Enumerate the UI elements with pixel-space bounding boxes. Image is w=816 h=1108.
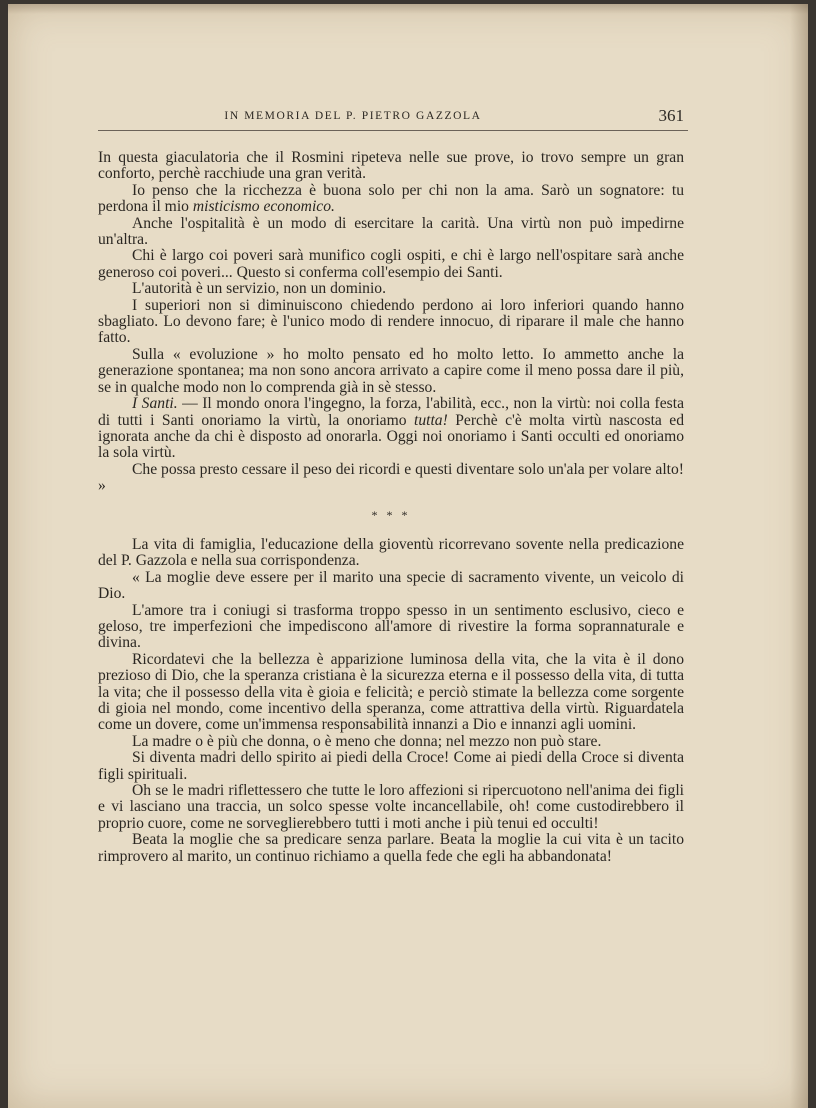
running-head <box>98 104 688 131</box>
paragraph: « La moglie deve essere per il marito una specie di sacramento vivente, un veicolo di Dio. <box>98 568 684 603</box>
italic-run: I Santi. <box>132 395 178 413</box>
paragraph: Anche l'ospitalità è un modo di esercitare la carità. Una virtù non può impedirne un'altra. <box>98 214 684 249</box>
paragraph: Che possa presto cessare il peso dei ricordi e questi diventare solo un'ala per volare alto! » <box>98 460 684 495</box>
paragraph <box>98 396 684 462</box>
book-page <box>8 4 808 1108</box>
italic-run: tutta! <box>413 411 448 429</box>
text-run: Perchè c'è molta virtù nascosta ed ignorata anche da chi è disposto ad onorarla. Oggi noi onoriamo i Santi occulti ed onoriamo la sola virtù. <box>98 411 684 462</box>
page-top-shadow <box>8 4 808 14</box>
running-title: IN MEMORIA DEL P. PIETRO GAZZOLA <box>224 110 482 122</box>
italic-run: misticismo economico. <box>192 198 335 216</box>
paragraph: Chi è largo coi poveri sarà munifico cogli ospiti, e chi è largo nell'ospitare sarà anche generoso coi poveri... Questo si conferma coll'esempio dei Santi. <box>98 247 684 281</box>
paragraph: La vita di famiglia, l'educazione della gioventù ricorrevano sovente nella predicazione del P. Gazzola e nella sua corrispondenza. <box>98 535 684 570</box>
paragraph: Oh se le madri riflettessero che tutte le loro affezioni si ripercuotono nell'anima dei figli e vi lasciano una traccia, un solco spesse volte incancellabile, oh! come custodirebbero il proprio cuore, come ne sorveglierebbero tutti i moti anche i più tenui ed occulti! <box>98 782 684 832</box>
paragraph: Beata la moglie che sa predicare senza parlare. Beata la moglie la cui vita è un tacito rimprovero al marito, un continuo richiamo a quella fede che egli ha abbandonata! <box>98 831 684 865</box>
page-number: 361 <box>658 106 684 125</box>
paragraph: Si diventa madri dello spirito ai piedi della Croce! Come ai piedi della Croce si diventa figli spirituali. <box>98 749 684 783</box>
text-run: Io penso che la ricchezza è buona solo per chi non la ama. Sarò un sognatore: tu perdona il mio <box>98 181 684 216</box>
paragraph: Ricordatevi che la bellezza è apparizione luminosa della vita, che la vita è il dono prezioso di Dio, che la speranza cristiana è la sicurezza eterna e il possesso della vita, di tutta la vita; che il possesso della vita è gioia e felicità; e perciò stimate la bellezza come sorgente di gioia nel mondo, come incentivo della speranza, come attrattiva della virtù. Riguardatela come un dovere, come un'immensa responsabilità innanzi a Dio e innanzi agli uomini. <box>98 650 684 734</box>
paragraph: L'amore tra i coniugi si trasforma troppo spesso in un sentimento esclusivo, cieco e geloso, tre imperfezioni che impediscono all'amore di rivestire la forma soprannaturale e divina. <box>98 601 684 652</box>
paragraph: I superiori non si diminuiscono chiedendo perdono ai loro inferiori quando hanno sbagliato. Lo devono fare; è l'unico modo di rendere innocuo, di riparare il male che hanno fatto. <box>98 296 684 347</box>
paragraph: La madre o è più che donna, o è meno che donna; nel mezzo non può stare. <box>132 732 602 750</box>
text-run: — Il mondo onora l'ingegno, la forza, l'abilità, ecc., non la virtù: noi colla festa di tutti i Santi onoriamo la virtù, la onoriamo <box>98 395 684 429</box>
section-separator: * * * <box>371 507 411 522</box>
paragraph: Sulla « evoluzione » ho molto pensato ed ho molto letto. Io ammetto anche la generazione spontanea; ma non sono ancora arrivato a capire come il meno possa dare il più, se in qualche modo non lo comprenda già in sè stesso. <box>98 345 684 396</box>
paragraph: L'autorità è un servizio, non un dominio. <box>132 280 386 298</box>
paragraph <box>98 183 684 216</box>
paragraph: In questa giaculatoria che il Rosmini ripeteva nelle sue prove, io trovo sempre un gran conforto, perchè racchiude una gran verità. <box>98 149 684 183</box>
page-right-shadow <box>790 4 808 1108</box>
body-text <box>98 150 684 865</box>
